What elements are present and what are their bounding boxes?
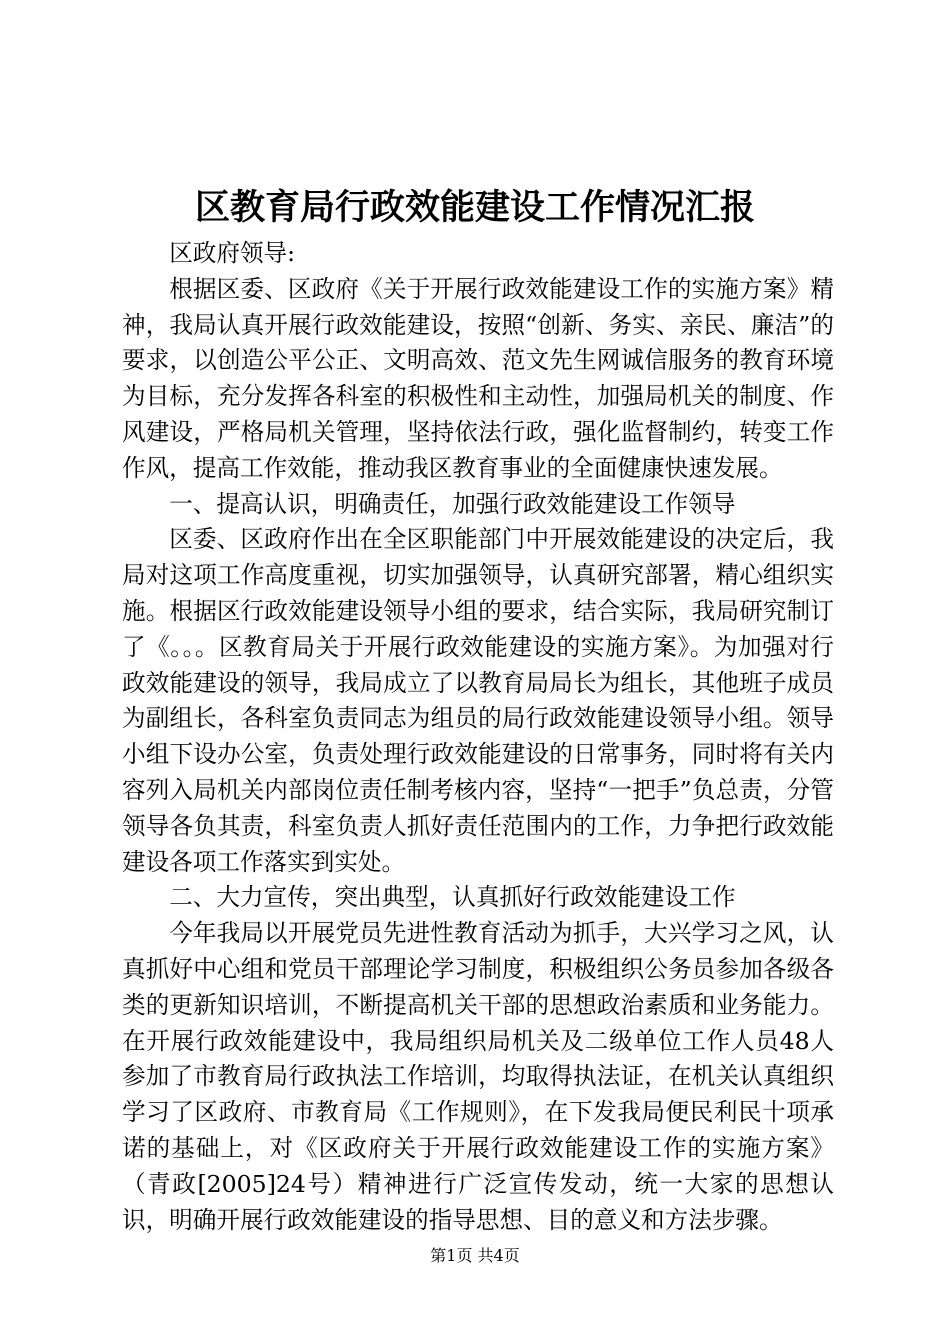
document-title: 区教育局行政效能建设工作情况汇报 (194, 187, 755, 228)
section-1-paragraph: 区委、区政府作出在全区职能部门中开展效能建设的决定后，我局对这项工作高度重视，切实加强领导，认真研究部署，精心组织实施。根据区行政效能建设领导小组的要求，结合实际，我局研究制订了《。。。区教育局关于开展行政效能建设的实施方案》。为加强对行政效能建设的领导，我局成立了以教育局局长为组长，其他班子成员为副组长，各科室负责同志为组员的局行政效能建设领导小组。领导小组下设办公室，负责处理行政效能建设的日常事务，同时将有关内容列入局机关内部岗位责任制考核内容，坚持“一把手”负总责，分管领导各负其责，科室负责人抓好责任范围内的工作，力争把行政效能建设各项工作落实到实处。 (122, 525, 834, 876)
section-heading-2: 二、大力宣传，突出典型，认真抓好行政效能建设工作 (169, 883, 736, 912)
section-2-paragraph: 今年我局以开展党员先进性教育活动为抓手，大兴学习之风，认真抓好中心组和党员干部理论学习制度，积极组织公务员参加各级各类的更新知识培训，不断提高机关干部的思想政治素质和业务能力。在开展行政效能建设中，我局组织局机关及二级单位工作人员48人参加了市教育局行政执法工作培训，均取得执法证，在机关认真组织学习了区政府、市教育局《工作规则》，在下发我局便民利民十项承诺的基础上，对《区政府关于开展行政效能建设工作的实施方案》（青政[2005]24号）精神进行广泛宣传发动，统一大家的思想认识，明确开展行政效能建设的指导思想、目的意义和方法步骤。 (122, 919, 834, 1234)
document-body (122, 236, 834, 1238)
salutation: 区政府领导: (169, 239, 296, 267)
section-heading-1: 一、提高认识，明确责任，加强行政效能建设工作领导 (169, 489, 736, 518)
page-footer: 第1页 共4页 (430, 1246, 520, 1265)
intro-paragraph: 根据区委、区政府《关于开展行政效能建设工作的实施方案》精神，我局认真开展行政效能建设，按照“创新、务实、亲民、廉洁”的要求，以创造公平公正、文明高效、范文先生网诚信服务的教育环境为目标，充分发挥各科室的积极性和主动性，加强局机关的制度、作风建设，严格局机关管理，坚持依法行政，强化监督制约，转变工作作风，提高工作效能，推动我区教育事业的全面健康快速发展。 (122, 274, 834, 482)
